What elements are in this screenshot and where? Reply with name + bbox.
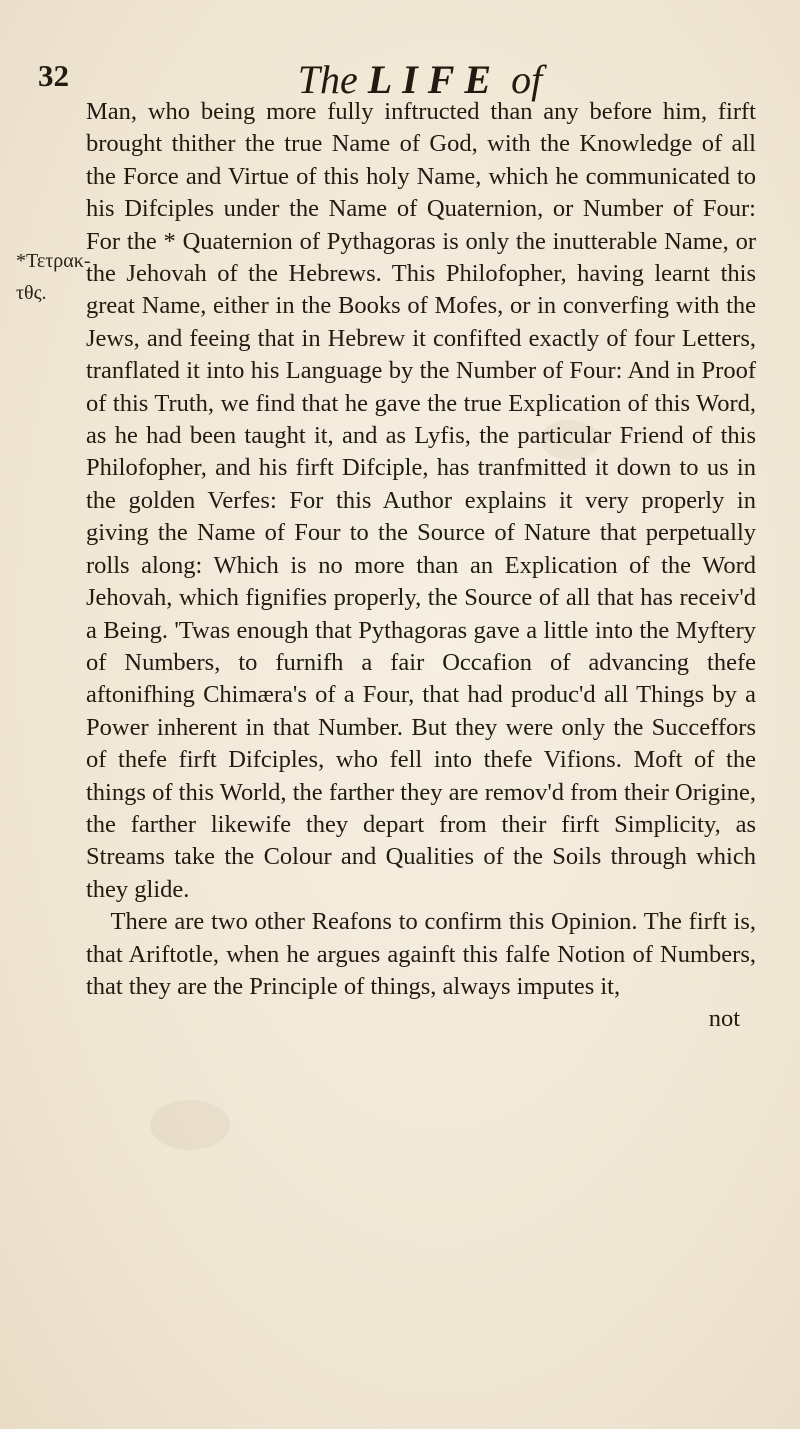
margin-note-line-1: *Τετρακ- xyxy=(16,250,91,272)
paragraph-1 xyxy=(86,96,756,906)
running-head-suffix: of xyxy=(511,57,543,102)
margin-note-line-2: τθς. xyxy=(16,282,47,304)
running-head-prefix: The xyxy=(297,57,358,102)
paper-stain xyxy=(150,1100,230,1150)
page-number: 32 xyxy=(38,58,69,93)
paragraph-2 xyxy=(86,906,756,1003)
paragraph-2-text: There are two other Reafons to confirm this Opinion. The firft is, that Ariftotle, when he argues againft this falfe Notion of Numbers, that they are the Principle of things, always imputes it, xyxy=(86,908,756,1000)
body-text xyxy=(86,96,756,1036)
catchword: not xyxy=(708,1005,740,1033)
margin-note xyxy=(16,245,91,309)
running-head-title: LIFE xyxy=(367,57,502,102)
paragraph-1-text: Man, who being more fully inftructed than any before him, firft brought thither the true Name of God, with the Knowledge of all the Force and Virtue of this holy Name, which he communicated to his Difciples under the Name of Quaternion, or Number of Four: For the * Quaternion of Pythagoras is only the inutterable Name, or the Jehovah of the Hebrews. This Philofopher, having learnt this great Name, either in the Books of Mofes, or in converfing with the Jews, and feeing that in Hebrew it confifted exactly of four Letters, tranflated it into his Language by the Number of Four: And in Proof of this Truth, we find that he gave the true Explication of this Word, as he had been taught it, and as Lyfis, the particular Friend of this Philofopher, and his firft Difciple, has tranfmitted it down to us in the golden Verfes: For this Author explains it very properly in giving the Name of Four to the Source of Nature that perpetually rolls along: Which is no more than an Explication of the Word Jehovah, which fignifies properly, the Source of all that has receiv'd a Being. 'Twas enough that Pythagoras gave a little into the Myftery of Numbers, to furnifh a fair Occafion of advancing thefe aftonifhing Chimæra's of a Four, that had produc'd all Things by a Power inherent in that Number. But they were only the Succeffors of thefe firft Difciples, who fell into thefe Vifions. Moft of the things of this World, the farther they are remov'd from their Origine, the farther likewife they depart from their firft Simplicity, as Streams take the Colour and Qualities of the Soils through which they glide. xyxy=(86,98,756,903)
